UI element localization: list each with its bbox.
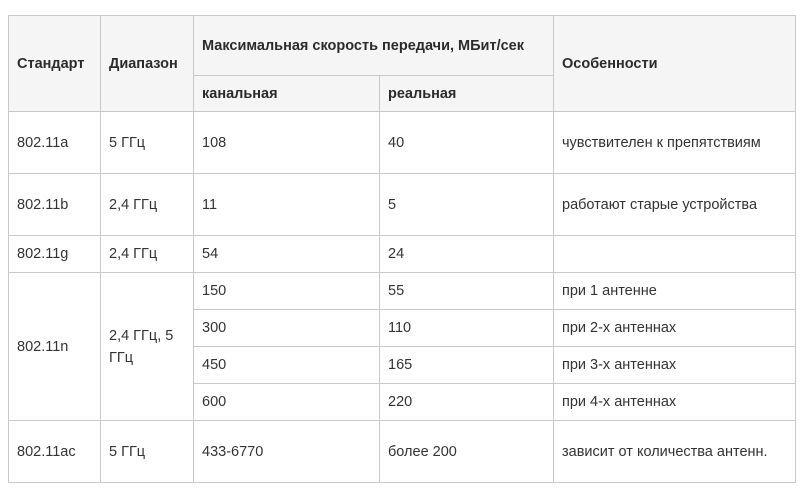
cell-features: при 2-х антеннах: [554, 310, 796, 347]
cell-real-speed: 40: [380, 112, 554, 174]
table-row: [9, 421, 796, 483]
cell-features: зависит от количества антенн.: [554, 421, 796, 483]
cell-features: работают старые устройства: [554, 174, 796, 236]
cell-standard: 802.11n: [9, 273, 101, 421]
cell-channel-speed: 11: [194, 174, 380, 236]
header-range: Диапазон: [101, 16, 194, 112]
cell-channel-speed: 54: [194, 236, 380, 273]
cell-channel-speed: 433-6770: [194, 421, 380, 483]
cell-standard: 802.11ac: [9, 421, 101, 483]
header-row-top: [9, 16, 796, 76]
wifi-standards-table-wrapper: [8, 15, 796, 483]
table-row: [9, 174, 796, 236]
header-standard: Стандарт: [9, 16, 101, 112]
cell-features: при 1 антенне: [554, 273, 796, 310]
cell-range: 2,4 ГГц, 5 ГГц: [101, 273, 194, 421]
cell-real-speed: 5: [380, 174, 554, 236]
header-real-speed: реальная: [380, 76, 554, 112]
cell-range: 5 ГГц: [101, 112, 194, 174]
cell-features: при 3-х антеннах: [554, 347, 796, 384]
header-features: Особенности: [554, 16, 796, 112]
cell-real-speed: 165: [380, 347, 554, 384]
cell-real-speed: более 200: [380, 421, 554, 483]
cell-standard: 802.11b: [9, 174, 101, 236]
table-row: [9, 112, 796, 174]
cell-range: 5 ГГц: [101, 421, 194, 483]
cell-standard: 802.11a: [9, 112, 101, 174]
table-row: [9, 273, 796, 310]
cell-channel-speed: 108: [194, 112, 380, 174]
wifi-standards-table: [8, 15, 796, 483]
cell-features: чувствителен к препятствиям: [554, 112, 796, 174]
cell-standard: 802.11g: [9, 236, 101, 273]
cell-real-speed: 220: [380, 384, 554, 421]
table-row: [9, 236, 796, 273]
cell-channel-speed: 450: [194, 347, 380, 384]
cell-channel-speed: 150: [194, 273, 380, 310]
cell-channel-speed: 300: [194, 310, 380, 347]
cell-features: [554, 236, 796, 273]
cell-range: 2,4 ГГц: [101, 236, 194, 273]
cell-real-speed: 24: [380, 236, 554, 273]
cell-features: при 4-х антеннах: [554, 384, 796, 421]
cell-channel-speed: 600: [194, 384, 380, 421]
cell-range: 2,4 ГГц: [101, 174, 194, 236]
header-channel-speed: канальная: [194, 76, 380, 112]
header-max-speed: Максимальная скорость передачи, МБит/сек: [194, 16, 554, 76]
cell-real-speed: 110: [380, 310, 554, 347]
cell-real-speed: 55: [380, 273, 554, 310]
